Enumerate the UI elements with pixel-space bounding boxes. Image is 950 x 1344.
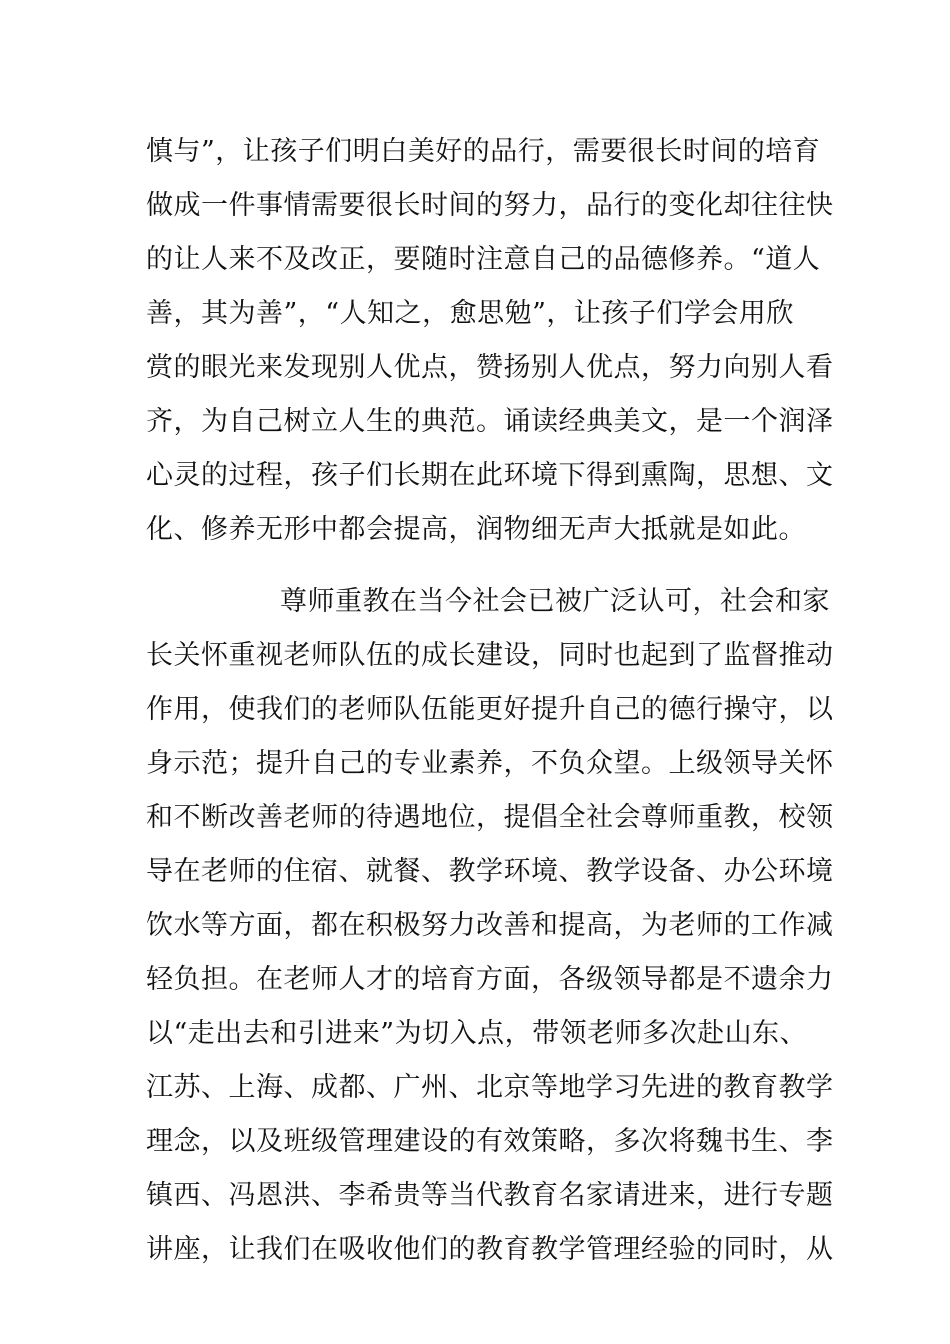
paragraph-line: 齐，为自己树立人生的典范。诵读经典美文，是一个润泽 <box>146 406 834 437</box>
paragraph-line: 赏的眼光来发现别人优点，赞扬别人优点，努力向别人看 <box>146 352 834 383</box>
paragraph-line: 心灵的过程，孩子们长期在此环境下得到熏陶，思想、文 <box>146 460 834 491</box>
paragraph-line: 导在老师的住宿、就餐、教学环境、教学设备、办公环境 <box>146 856 834 887</box>
paragraph-line: 轻负担。在老师人才的培育方面，各级领导都是不遗余力 <box>146 964 834 995</box>
paragraph-line: 的让人来不及改正，要随时注意自己的品德修养。“道人 <box>146 244 821 275</box>
paragraph-line: 长关怀重视老师队伍的成长建设，同时也起到了监督推动 <box>146 640 834 671</box>
paragraph-line: 化、修养无形中都会提高，润物细无声大抵就是如此。 <box>146 514 806 545</box>
paragraph-line: 身示范；提升自己的专业素养，不负众望。上级领导关怀 <box>146 748 834 779</box>
paragraph-line: 理念，以及班级管理建设的有效策略，多次将魏书生、李 <box>146 1126 834 1157</box>
paragraph-line: 和不断改善老师的待遇地位，提倡全社会尊师重教，校领 <box>146 802 834 833</box>
paragraph-1 <box>146 125 834 557</box>
paragraph-line: 作用，使我们的老师队伍能更好提升自己的德行操守，以 <box>146 694 834 725</box>
paragraph-line: 尊师重教在当今社会已被广泛认可，社会和家 <box>280 586 830 617</box>
paragraph-line: 做成一件事情需要很长时间的努力，品行的变化却往往快 <box>146 190 834 221</box>
paragraph-2 <box>146 575 834 1277</box>
paragraph-line: 讲座，让我们在吸收他们的教育教学管理经验的同时，从 <box>146 1234 834 1265</box>
paragraph-line: 江苏、上海、成都、广州、北京等地学习先进的教育教学 <box>146 1072 834 1103</box>
paragraph-line: 饮水等方面，都在积极努力改善和提高，为老师的工作减 <box>146 910 834 941</box>
paragraph-line: 慎与”，让孩子们明白美好的品行，需要很长时间的培育 <box>146 136 821 167</box>
paragraph-line: 以“走出去和引进来”为切入点，带领老师多次赴山东、 <box>146 1018 808 1049</box>
paragraph-line: 镇西、冯恩洪、李希贵等当代教育名家请进来，进行专题 <box>146 1180 834 1211</box>
paragraph-line: 善，其为善”，“人知之，愈思勉”，让孩子们学会用欣 <box>146 298 794 329</box>
